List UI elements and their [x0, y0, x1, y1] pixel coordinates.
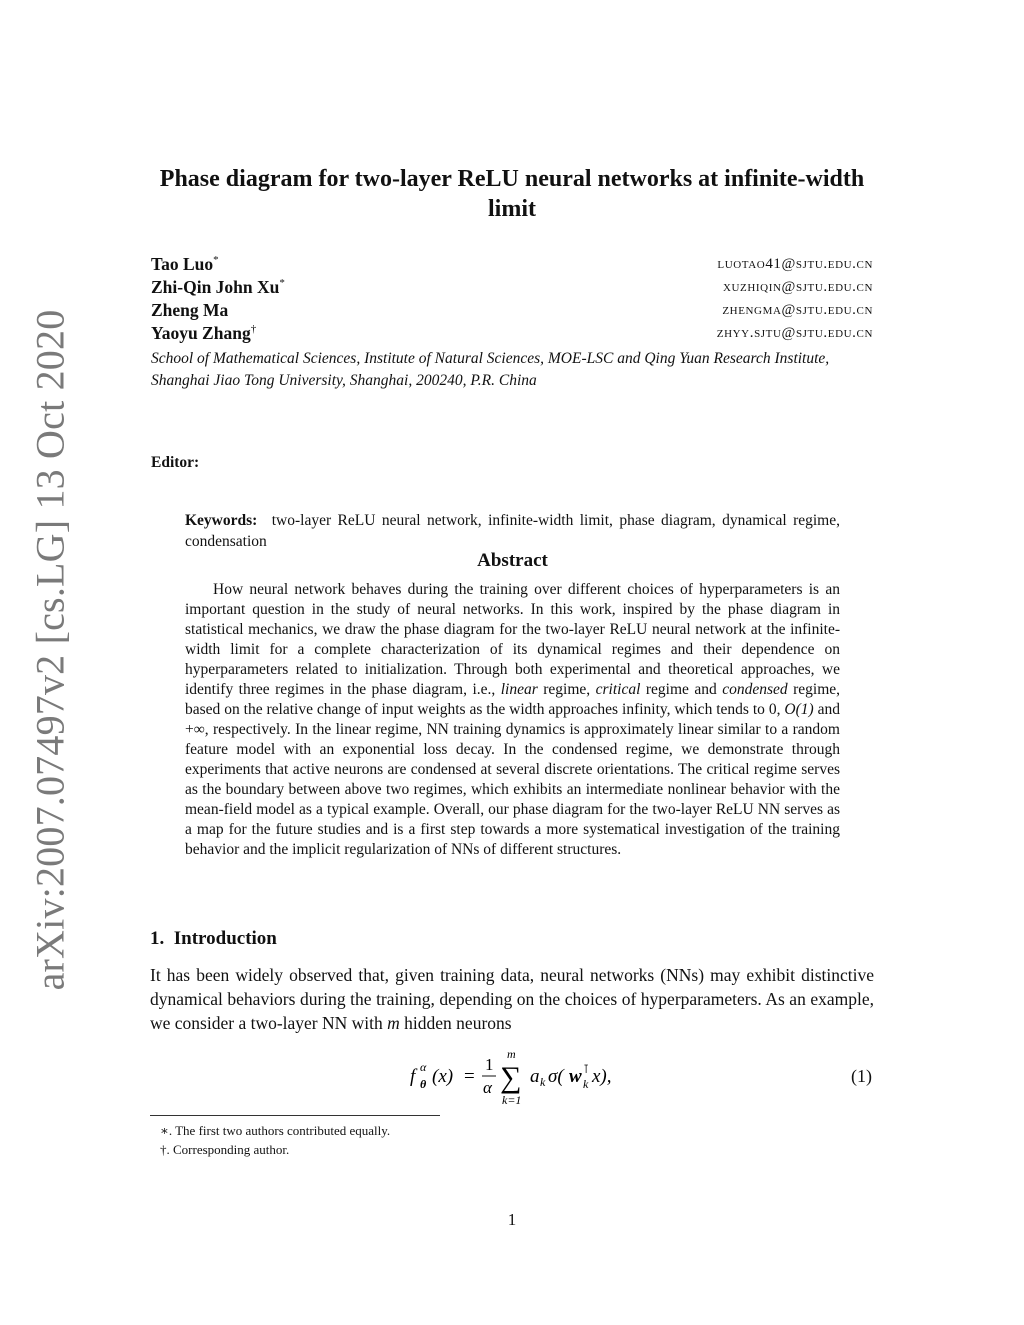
footnotes [160, 1121, 390, 1159]
eq-argument: (x) [432, 1066, 454, 1087]
section-heading-introduction: 1. Introduction [150, 928, 277, 949]
author-email: xuzhiqin@sjtu.edu.cn [722, 279, 873, 295]
author-name: Yaoyu Zhang† [151, 323, 257, 343]
eq-activation-sigma: σ( [548, 1066, 564, 1087]
arxiv-identifier-stamp: arXiv:2007.07497v2 [cs.LG] 13 Oct 2020 [27, 309, 73, 991]
affiliation-line: Shanghai Jiao Tong University, Shanghai, 200240, P.R. China [151, 372, 537, 389]
abstract-heading: Abstract [477, 550, 548, 571]
eq-fraction-denominator: α [483, 1078, 492, 1097]
keywords-text: two-layer ReLU neural network, infinite-width limit, phase diagram, dynamical regime, condensation [185, 512, 840, 550]
introduction-paragraph: It has been widely observed that, given training data, neural networks (NNs) may exhibit distinctive dynamical behaviors during the training, depending on the choices of hyperparameters. As an example, we consider a two-layer NN with m hidden neurons [150, 965, 874, 1033]
eq-sum-symbol: ∑ [500, 1061, 522, 1094]
eq-weight-w: w [569, 1066, 582, 1087]
author-row [151, 277, 873, 300]
keywords-block [185, 510, 840, 552]
affiliation-line: School of Mathematical Sciences, Institute of Natural Sciences, MOE-LSC and Qing Yuan Research Institute, [151, 350, 830, 367]
author-name: Tao Luo* [151, 254, 219, 274]
eq-subscript-theta: θ [420, 1077, 427, 1091]
eq-sum-upper-limit: m [507, 1047, 516, 1061]
eq-sum-lower-limit: k=1 [502, 1093, 522, 1107]
equation-formula [150, 1046, 874, 1108]
author-name: Zheng Ma [151, 300, 229, 320]
author-row [151, 323, 873, 346]
author-email: luotao41@sjtu.edu.cn [717, 256, 873, 272]
footnote-rule [150, 1115, 440, 1116]
keywords-label: Keywords: [185, 512, 258, 529]
eq-subscript-k: k [540, 1075, 546, 1089]
footnote: †. Corresponding author. [160, 1142, 290, 1157]
author-name: Zhi-Qin John Xu* [151, 277, 285, 297]
eq-transpose: ⊺ [583, 1062, 590, 1076]
author-email: zhyy.sjtu@sjtu.edu.cn [716, 325, 873, 341]
paper-title: Phase diagram for two-layer ReLU neural networks at infinite-width limit [159, 166, 865, 222]
eq-function-symbol: f [410, 1066, 416, 1087]
editor-label: Editor: [151, 454, 200, 471]
eq-equals: = [464, 1066, 475, 1087]
equation-number: (1) [851, 1066, 872, 1086]
eq-input-x: x), [592, 1066, 612, 1087]
eq-subscript-k: k [583, 1077, 589, 1091]
eq-fraction-numerator: 1 [485, 1055, 494, 1074]
author-row [151, 300, 873, 323]
eq-superscript-alpha: α [420, 1060, 427, 1074]
affiliation [151, 348, 875, 392]
author-email: zhengma@sjtu.edu.cn [722, 302, 873, 318]
author-list [151, 254, 873, 346]
abstract-body: How neural network behaves during the training over different choices of hyperparameters is an important question in the study of neural networks. In this work, inspired by the phase diagram in statistical mechanics, we draw the phase diagram for the two-layer ReLU neural network at the infinite-width limit for a complete characterization of its dynamical regimes and their dependence on hyperparameters related to initialization. Through both experimental and theoretical approaches, we identify three regimes in the phase diagram, i.e., linear regime, critical regime and condensed regime, based on the relative change of input weights as the width approaches infinity, which tends to 0, O(1) and +∞, respectively. In the linear regime, NN training dynamics is approximately linear similar to a random feature model with an exponential loss decay. In the condensed regime, we demonstrate through experiments that active neurons are condensed at several discrete orientations. The critical regime serves as the boundary between above two regimes, which exhibits an intermediate nonlinear behavior with the mean-field model as a typical example. Overall, our phase diagram for the two-layer ReLU NN serves as a map for the future studies and is a first step towards a more systematical investigation of the training behavior and the implicit regularization of NNs of different structures. [185, 581, 841, 858]
eq-coefficient-a: a [530, 1066, 540, 1087]
page-number: 1 [507, 1210, 517, 1229]
footnote: ∗. The first two authors contributed equally. [160, 1123, 391, 1138]
author-row [151, 254, 873, 277]
equation-1 [150, 1046, 874, 1108]
